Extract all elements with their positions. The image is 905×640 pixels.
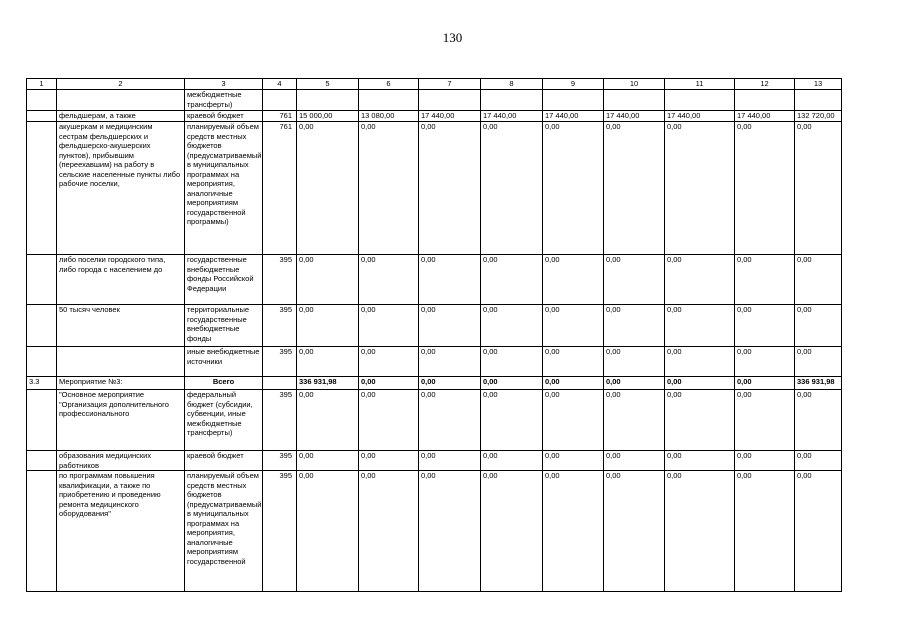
value-cell: 0,00 [359,255,419,305]
value-cell: 336 931,98 [795,377,842,390]
header-cell: 12 [735,79,795,90]
value-cell: 0,00 [665,377,735,390]
funding-source: федеральный бюджет (субсидии, субвенции, иные межбюджетные трансферты) [185,390,263,451]
value-cell: 0,00 [297,390,359,451]
header-cell: 11 [665,79,735,90]
value-cell: 0,00 [735,255,795,305]
funding-source: государственные внебюджетные фонды Российской Федерации [185,255,263,305]
row-number [27,390,57,451]
funding-source: краевой бюджет [185,451,263,471]
value-cell: 0,00 [419,255,481,305]
value-cell: 0,00 [795,390,842,451]
header-cell: 3 [185,79,263,90]
value-cell [543,90,604,111]
code-cell: 761 [263,122,297,255]
row-number: 3.3 [27,377,57,390]
value-cell: 0,00 [735,122,795,255]
table-row [27,471,842,592]
value-cell: 0,00 [481,122,543,255]
value-cell: 0,00 [543,255,604,305]
value-cell: 0,00 [359,347,419,377]
value-cell: 0,00 [543,390,604,451]
activity-cell: "Основное мероприятие "Организация дополнительного профессионального [57,390,185,451]
header-cell: 6 [359,79,419,90]
value-cell: 0,00 [359,471,419,592]
activity-cell: образования медицинских работников [57,451,185,471]
value-cell [481,90,543,111]
value-cell: 0,00 [543,471,604,592]
value-cell: 0,00 [665,390,735,451]
value-cell: 0,00 [543,377,604,390]
activity-cell: Мероприятие №3: [57,377,185,390]
value-cell: 0,00 [604,377,665,390]
budget-table [26,78,842,592]
value-cell: 0,00 [543,305,604,347]
header-row [27,79,842,90]
value-cell: 0,00 [543,122,604,255]
row-number [27,451,57,471]
value-cell: 0,00 [735,471,795,592]
value-cell: 0,00 [795,347,842,377]
value-cell: 0,00 [359,451,419,471]
value-cell: 336 931,98 [297,377,359,390]
value-cell: 13 080,00 [359,111,419,122]
value-cell: 0,00 [481,377,543,390]
value-cell: 0,00 [481,347,543,377]
header-cell: 9 [543,79,604,90]
code-cell: 395 [263,451,297,471]
value-cell: 0,00 [419,305,481,347]
value-cell: 0,00 [297,122,359,255]
row-number [27,122,57,255]
header-cell: 2 [57,79,185,90]
value-cell: 0,00 [419,390,481,451]
code-cell: 395 [263,390,297,451]
value-cell [604,90,665,111]
value-cell: 0,00 [604,305,665,347]
value-cell: 0,00 [604,451,665,471]
value-cell: 0,00 [735,347,795,377]
activity-cell: 50 тысяч человек [57,305,185,347]
value-cell: 0,00 [419,471,481,592]
value-cell: 0,00 [604,122,665,255]
row-number [27,90,57,111]
value-cell: 0,00 [795,122,842,255]
page-number: 130 [442,30,463,45]
value-cell: 0,00 [419,451,481,471]
value-cell: 0,00 [604,471,665,592]
value-cell: 0,00 [297,305,359,347]
value-cell: 0,00 [297,451,359,471]
table-row [27,377,842,390]
value-cell: 0,00 [481,451,543,471]
value-cell: 0,00 [735,451,795,471]
funding-source: территориальные государственные внебюджетные фонды [185,305,263,347]
row-number [27,347,57,377]
value-cell: 0,00 [665,471,735,592]
header-cell: 8 [481,79,543,90]
value-cell: 0,00 [419,347,481,377]
code-cell: 395 [263,347,297,377]
value-cell: 0,00 [359,305,419,347]
value-cell: 17 440,00 [665,111,735,122]
value-cell: 0,00 [481,390,543,451]
value-cell: 0,00 [795,451,842,471]
activity-cell: по программам повышения квалификации, а также по приобретению и проведению ремонта медицинского оборудования" [57,471,185,592]
value-cell: 0,00 [795,255,842,305]
value-cell [665,90,735,111]
value-cell: 0,00 [419,377,481,390]
value-cell: 0,00 [735,305,795,347]
header-cell: 13 [795,79,842,90]
value-cell: 0,00 [297,255,359,305]
value-cell: 0,00 [665,305,735,347]
activity-cell: акушеркам и медицинским сестрам фельдшерских и фельдшерско-акушерских пунктов), прибывшим (переехавшим) на работу в сельские населенные пункты либо рабочие поселки, [57,122,185,255]
value-cell: 17 440,00 [481,111,543,122]
funding-source: Всего [185,377,263,390]
row-number [27,255,57,305]
value-cell: 0,00 [665,451,735,471]
funding-source: межбюджетные трансферты) [185,90,263,111]
value-cell: 0,00 [735,390,795,451]
value-cell: 0,00 [795,471,842,592]
header-cell: 4 [263,79,297,90]
value-cell: 0,00 [604,347,665,377]
code-cell: 761 [263,111,297,122]
funding-source: иные внебюджетные источники [185,347,263,377]
value-cell: 0,00 [297,471,359,592]
value-cell: 0,00 [665,122,735,255]
table-row [27,390,842,451]
value-cell: 0,00 [795,305,842,347]
activity-cell: либо поселки городского типа, либо города с населением до [57,255,185,305]
value-cell: 0,00 [665,347,735,377]
table-row [27,347,842,377]
funding-source: планируемый объем средств местных бюджетов (предусматриваемый в муниципальных программах на мероприятия, аналогичные мероприятиям государственной [185,471,263,592]
value-cell [795,90,842,111]
value-cell: 0,00 [297,347,359,377]
value-cell: 17 440,00 [604,111,665,122]
table-row [27,451,842,471]
row-number [27,111,57,122]
funding-source: краевой бюджет [185,111,263,122]
value-cell: 17 440,00 [735,111,795,122]
activity-cell [57,90,185,111]
value-cell [359,90,419,111]
code-cell: 395 [263,471,297,592]
value-cell: 0,00 [543,451,604,471]
value-cell: 0,00 [665,255,735,305]
value-cell [735,90,795,111]
value-cell: 132 720,00 [795,111,842,122]
code-cell: 395 [263,255,297,305]
value-cell: 0,00 [543,347,604,377]
value-cell [419,90,481,111]
table-row [27,111,842,122]
header-cell: 7 [419,79,481,90]
value-cell: 0,00 [481,471,543,592]
code-cell: 395 [263,305,297,347]
value-cell: 0,00 [604,390,665,451]
value-cell: 0,00 [359,390,419,451]
activity-cell [57,347,185,377]
funding-source: планируемый объем средств местных бюджетов (предусматриваемый в муниципальных программах на мероприятия, аналогичные мероприятиям государственной программы) [185,122,263,255]
value-cell: 0,00 [604,255,665,305]
value-cell: 0,00 [481,255,543,305]
value-cell: 0,00 [359,377,419,390]
table-row [27,255,842,305]
table-row [27,122,842,255]
value-cell: 0,00 [735,377,795,390]
header-cell: 10 [604,79,665,90]
header-cell: 1 [27,79,57,90]
code-cell [263,377,297,390]
value-cell: 0,00 [359,122,419,255]
activity-cell: фельдшерам, а также [57,111,185,122]
value-cell: 15 000,00 [297,111,359,122]
value-cell: 17 440,00 [543,111,604,122]
code-cell [263,90,297,111]
value-cell: 0,00 [481,305,543,347]
value-cell [297,90,359,111]
value-cell: 17 440,00 [419,111,481,122]
value-cell: 0,00 [419,122,481,255]
table-row [27,305,842,347]
header-cell: 5 [297,79,359,90]
table-row [27,90,842,111]
row-number [27,471,57,592]
row-number [27,305,57,347]
